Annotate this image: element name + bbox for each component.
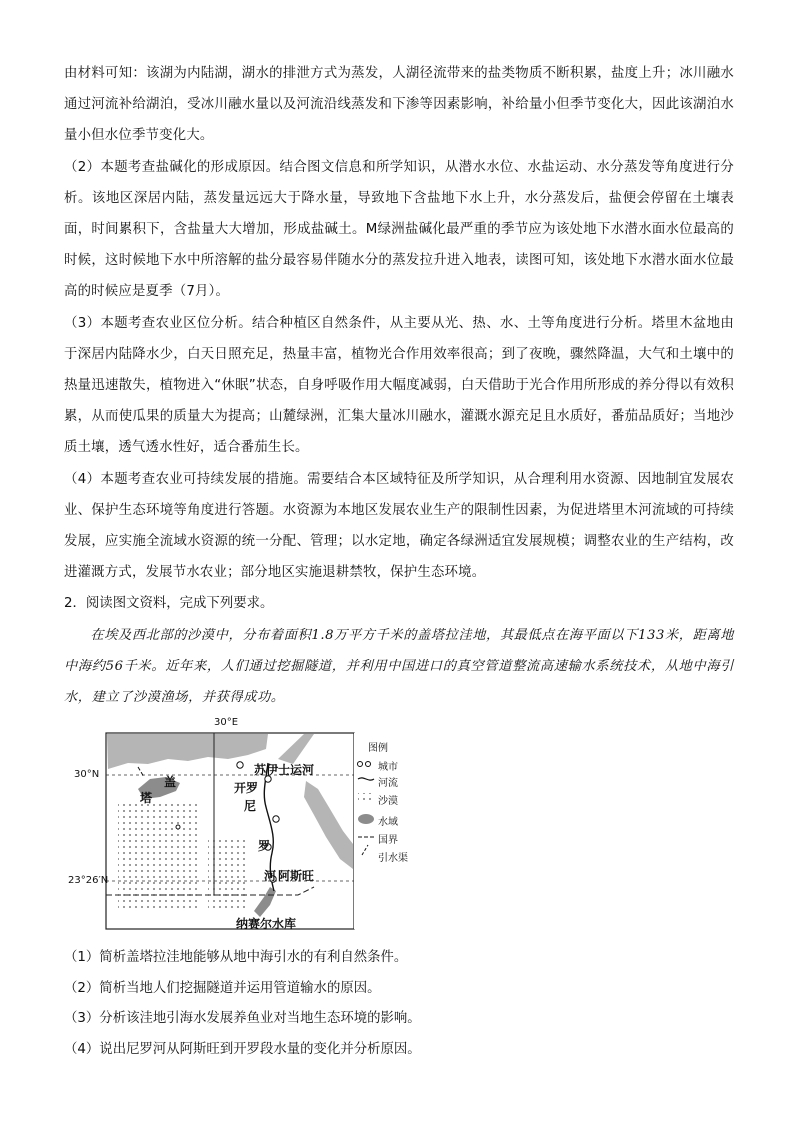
answer-paragraph-1-continued: 由材料可知：该湖为内陆湖，湖水的排泄方式为蒸发，人湖径流带来的盐类物质不断积累，盐度上升；冰川融水通过河流补给湖泊，受冰川融水量以及河流沿线蒸发和下渗等因素影响，补给量小但季节变化大，因此该湖泊水量小但水位季节变化大。 xyxy=(64,66,734,144)
map-depression-char-1: 盖 xyxy=(164,775,177,790)
map-depression-char-2: 塔 xyxy=(140,791,153,806)
map-lat-30-label: 30°N xyxy=(74,769,100,781)
answer-paragraph-3: （3）本题考查农业区位分析。结合种植区自然条件，从主要从光、热、水、土等角度进行分析。塔里木盆地由于深居内陆降水少，白天日照充足，热量丰富，植物光合作用效率很高；到了夜晚，骤然降温，大气和土壤中的热量迅速散失，植物进入“休眠”状态，自身呼吸作用大幅度减弱，白天借助于光合作用所形成的养分得以有效积累，从而使瓜果的质量大为提高；山麓绿洲，汇集大量冰川融水，灌溉水源充足且水质好，番茄品质好；当地沙质土壤，透气透水性好，适合番茄生长。 xyxy=(64,315,734,456)
map-tropic-label: 23°26′N xyxy=(68,875,109,887)
map-cairo-label: 开罗 xyxy=(234,781,259,796)
legend-title: 图例 xyxy=(368,743,388,755)
egypt-map-figure xyxy=(68,719,408,941)
map-nasser-label: 纳赛尔水库 xyxy=(236,917,297,932)
legend-canal: 引水渠 xyxy=(378,853,408,865)
map-nile-char-3: 河 xyxy=(264,869,277,884)
legend-river: 河流 xyxy=(378,778,398,790)
map-nile-char-2: 罗 xyxy=(258,839,271,854)
map-lon-label: 30°E xyxy=(214,717,239,729)
map-aswan-label: 阿斯旺 xyxy=(278,869,315,884)
map-suez-label: 苏伊士运河 xyxy=(254,763,315,778)
answer-paragraph-2: （2）本题考查盐碱化的形成原因。结合图文信息和所学知识，从潜水水位、水盐运动、水分蒸发等角度进行分析。该地区深居内陆，蒸发量远远大于降水量，导致地下含盐地下水上升，水分蒸发后，盐便会停留在土壤表面，时间累积下，含盐量大大增加，形成盐碱土。M绿洲盐碱化最严重的季节应为该处地下水潜水面水位最高的时候，这时候地下水中所溶解的盐分最容易伴随水分的蒸发拉升进入地表，读图可知，该处地下水潜水面水位最高的时候应是夏季（7月）。 xyxy=(64,159,734,300)
city-marker xyxy=(237,762,243,768)
map-nile-char-1: 尼 xyxy=(244,799,257,814)
legend-border: 国界 xyxy=(378,835,398,847)
document-page xyxy=(64,58,734,1065)
subquestion-2: （2）简析当地人们挖掘隧道并运用管道输水的原因。 xyxy=(64,980,381,996)
legend-water: 水域 xyxy=(378,817,398,829)
map-graphic xyxy=(68,719,408,941)
subquestion-4: （4）说出尼罗河从阿斯旺到开罗段水量的变化并分析原因。 xyxy=(64,1041,421,1057)
oasis-marker xyxy=(176,825,180,829)
answer-paragraph-4: （4）本题考查农业可持续发展的措施。需要结合本区域特征及所学知识，从合理利用水资源、因地制宜发展农业、保护生态环境等角度进行答题。水资源为本地区发展农业生产的限制性因素，为促进塔里木河流域的可持续发展，应实施全流域水资源的统一分配、管理；以水定地，确定各绿洲适宜发展规模；调整农业的生产结构，改进灌溉方式，发展节水农业；部分地区实施退耕禁牧，保护生态环境。 xyxy=(64,471,734,581)
legend-city: 城市 xyxy=(378,762,398,774)
question-2-heading: 2．阅读图文资料，完成下列要求。 xyxy=(64,596,274,612)
city-marker xyxy=(273,816,279,822)
subquestion-3: （3）分析该洼地引海水发展养鱼业对当地生态环境的影响。 xyxy=(64,1011,421,1027)
subquestion-1: （1）简析盖塔拉洼地能够从地中海引水的有利自然条件。 xyxy=(64,950,408,966)
legend-desert: 沙漠 xyxy=(378,796,398,808)
question-2-intro: 在埃及西北部的沙漠中，分布着面积1.8万平方千米的盖塔拉洼地，其最低点在海平面以下133米，距离地中海约56千米。近年来，人们通过挖掘隧道，并利用中国进口的真空管道整流高速输水系统技术，从地中海引水，建立了沙漠渔场，并获得成功。 xyxy=(64,627,734,706)
